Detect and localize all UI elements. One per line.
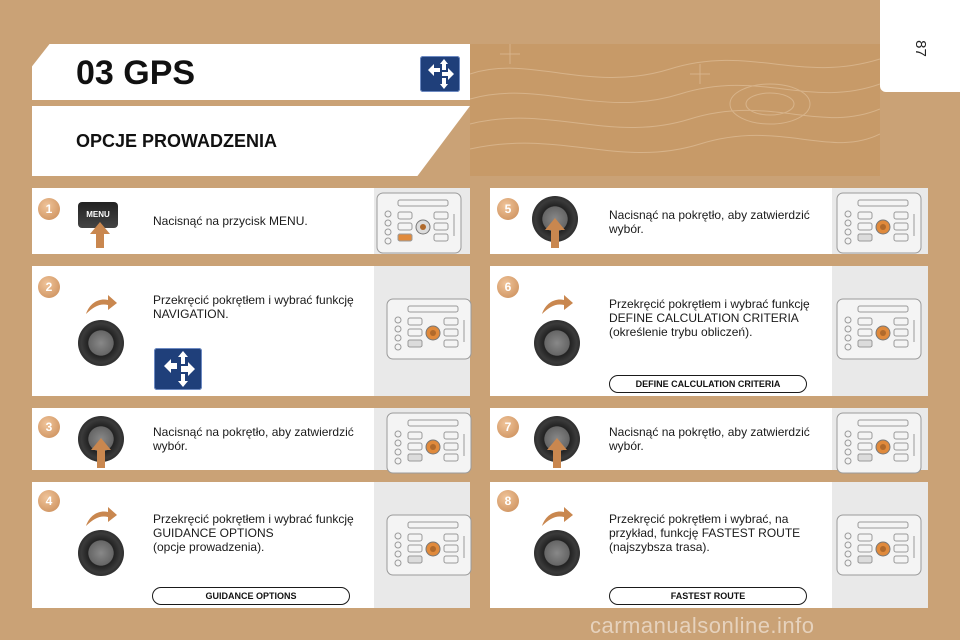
rotate-arrow-icon: [540, 506, 574, 533]
fastest-route-pill: FASTEST ROUTE: [609, 587, 807, 605]
subtitle: OPCJE PROWADZENIA: [76, 131, 278, 151]
rotate-arrow-icon: [84, 294, 118, 321]
step-badge: 7: [497, 416, 519, 438]
step-badge: 8: [497, 490, 519, 512]
step-4-text: Przekręcić pokrętłem i wybrać funkcję GUIDANCE OPTIONS (opcje prowadzenia).: [153, 512, 354, 554]
define-calculation-criteria-pill: DEFINE CALCULATION CRITERIA: [609, 375, 807, 393]
rotary-knob-icon: [534, 320, 580, 366]
radio-control-panel-icon: [376, 192, 462, 259]
topographic-header-band: [470, 44, 880, 176]
menu-button-illustration: MENU: [78, 202, 118, 228]
step-badge: 2: [38, 276, 60, 298]
page-number: 87: [911, 40, 929, 57]
radio-control-panel-icon: [836, 192, 922, 259]
step-5-text: Nacisnąć na pokrętło, aby zatwierdzić wybór.: [609, 208, 810, 236]
step-badge: 5: [497, 198, 519, 220]
section-title: 03 GPS: [76, 54, 196, 92]
radio-control-panel-icon: [386, 514, 472, 581]
step-badge: 6: [497, 276, 519, 298]
rotate-arrow-icon: [540, 294, 574, 321]
watermark: carmanualsonline.info: [590, 613, 815, 638]
rotate-arrow-icon: [84, 506, 118, 533]
rotary-knob-icon: [534, 530, 580, 576]
radio-control-panel-icon: [836, 298, 922, 365]
navigation-arrows-icon: [420, 56, 460, 92]
radio-control-panel-icon: [386, 298, 472, 365]
step-6-text: Przekręcić pokrętłem i wybrać funkcję DEFINE CALCULATION CRITERIA (określenie trybu obliczeń).: [609, 297, 810, 339]
step-badge: 3: [38, 416, 60, 438]
rotary-knob-icon: [78, 320, 124, 366]
step-8-text: Przekręcić pokrętłem i wybrać, na przykład, funkcję FASTEST ROUTE (najszybsza trasa).: [609, 512, 801, 554]
radio-control-panel-icon: [836, 514, 922, 581]
navigation-arrows-icon: [154, 348, 202, 390]
step-7-text: Nacisnąć na pokrętło, aby zatwierdzić wybór.: [609, 425, 810, 453]
step-3-text: Nacisnąć na pokrętło, aby zatwierdzić wybór.: [153, 425, 354, 453]
step-badge: 4: [38, 490, 60, 512]
step-1-text: Nacisnąć na przycisk MENU.: [153, 214, 308, 228]
guidance-options-pill: GUIDANCE OPTIONS: [152, 587, 350, 605]
rotary-knob-icon: [78, 530, 124, 576]
step-badge: 1: [38, 198, 60, 220]
radio-control-panel-icon: [836, 412, 922, 479]
radio-control-panel-icon: [386, 412, 472, 479]
step-2-text: Przekręcić pokrętłem i wybrać funkcję NAVIGATION.: [153, 293, 354, 321]
